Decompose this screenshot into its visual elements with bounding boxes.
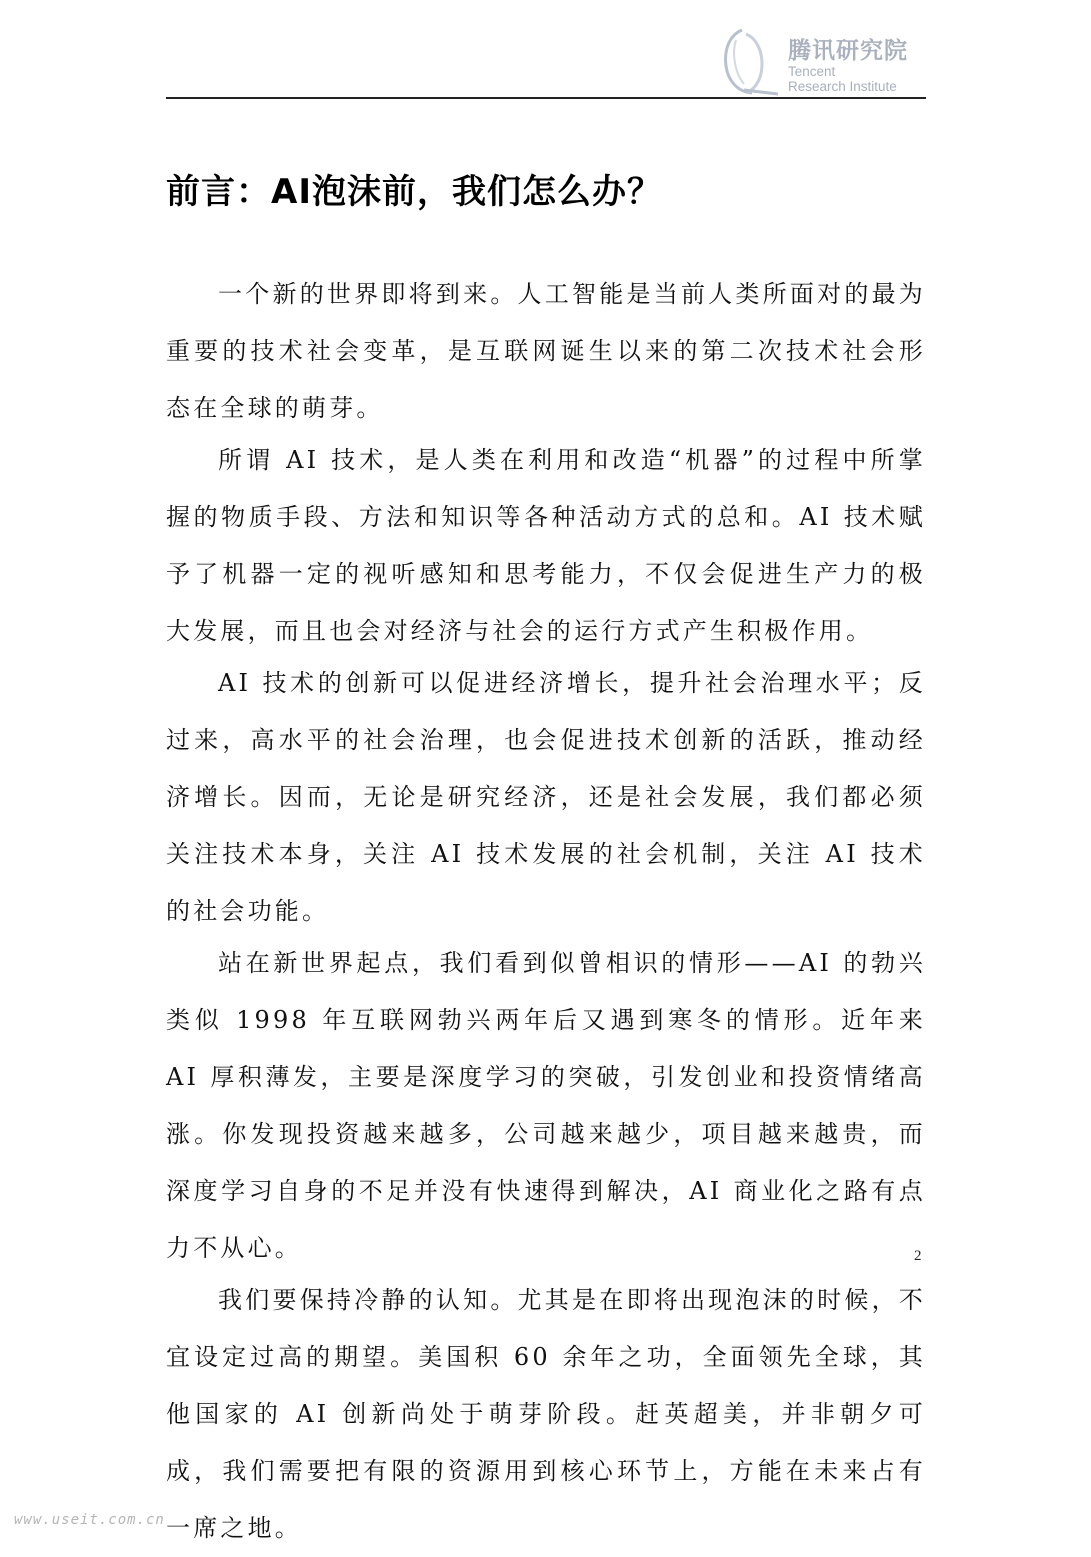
page-number: 2 xyxy=(914,1248,922,1264)
tencent-research-logo-icon xyxy=(722,26,780,98)
logo-chinese-name: 腾讯研究院 xyxy=(788,38,908,64)
page-title: 前言：AI泡沫前，我们怎么办？ xyxy=(166,172,662,212)
logo-english-line-1: Tencent xyxy=(788,64,836,79)
body-text xyxy=(166,266,926,1552)
paragraph-2: 所谓 AI 技术，是人类在利用和改造“机器”的过程中所掌握的物质手段、方法和知识等各种活动方式的总和。AI 技术赋予了机器一定的视听感知和思考能力，不仅会促进生产力的极大发展，而且也会对经济与社会的运行方式产生积极作用。 xyxy=(166,446,926,645)
watermark: www.useit.com.cn xyxy=(14,1512,165,1528)
logo-english-name xyxy=(788,64,897,94)
logo-english-line-2: Research Institute xyxy=(788,79,897,94)
header-logo xyxy=(722,26,932,98)
paragraph-5: 我们要保持冷静的认知。尤其是在即将出现泡沫的时候，不宜设定过高的期望。美国积 60 余年之功，全面领先全球，其他国家的 AI 创新尚处于萌芽阶段。赶英超美，并非朝夕可成，我们需要把有限的资源用到核心环节上，方能在未来占有一席之地。 xyxy=(166,1286,926,1542)
paragraph-1: 一个新的世界即将到来。人工智能是当前人类所面对的最为重要的技术社会变革，是互联网诞生以来的第二次技术社会形态在全球的萌芽。 xyxy=(166,280,926,422)
header-divider xyxy=(166,97,926,99)
paragraph-3: AI 技术的创新可以促进经济增长，提升社会治理水平；反过来，高水平的社会治理，也会促进技术创新的活跃，推动经济增长。因而，无论是研究经济，还是社会发展，我们都必须关注技术本身，关注 AI 技术发展的社会机制，关注 AI 技术的社会功能。 xyxy=(166,669,926,925)
paragraph-4: 站在新世界起点，我们看到似曾相识的情形——AI 的勃兴类似 1998 年互联网勃兴两年后又遇到寒冬的情形。近年来 AI 厚积薄发，主要是深度学习的突破，引发创业和投资情绪高涨。你发现投资越来越多，公司越来越少，项目越来越贵，而深度学习自身的不足并没有快速得到解决，AI 商业化之路有点力不从心。 xyxy=(166,949,926,1262)
